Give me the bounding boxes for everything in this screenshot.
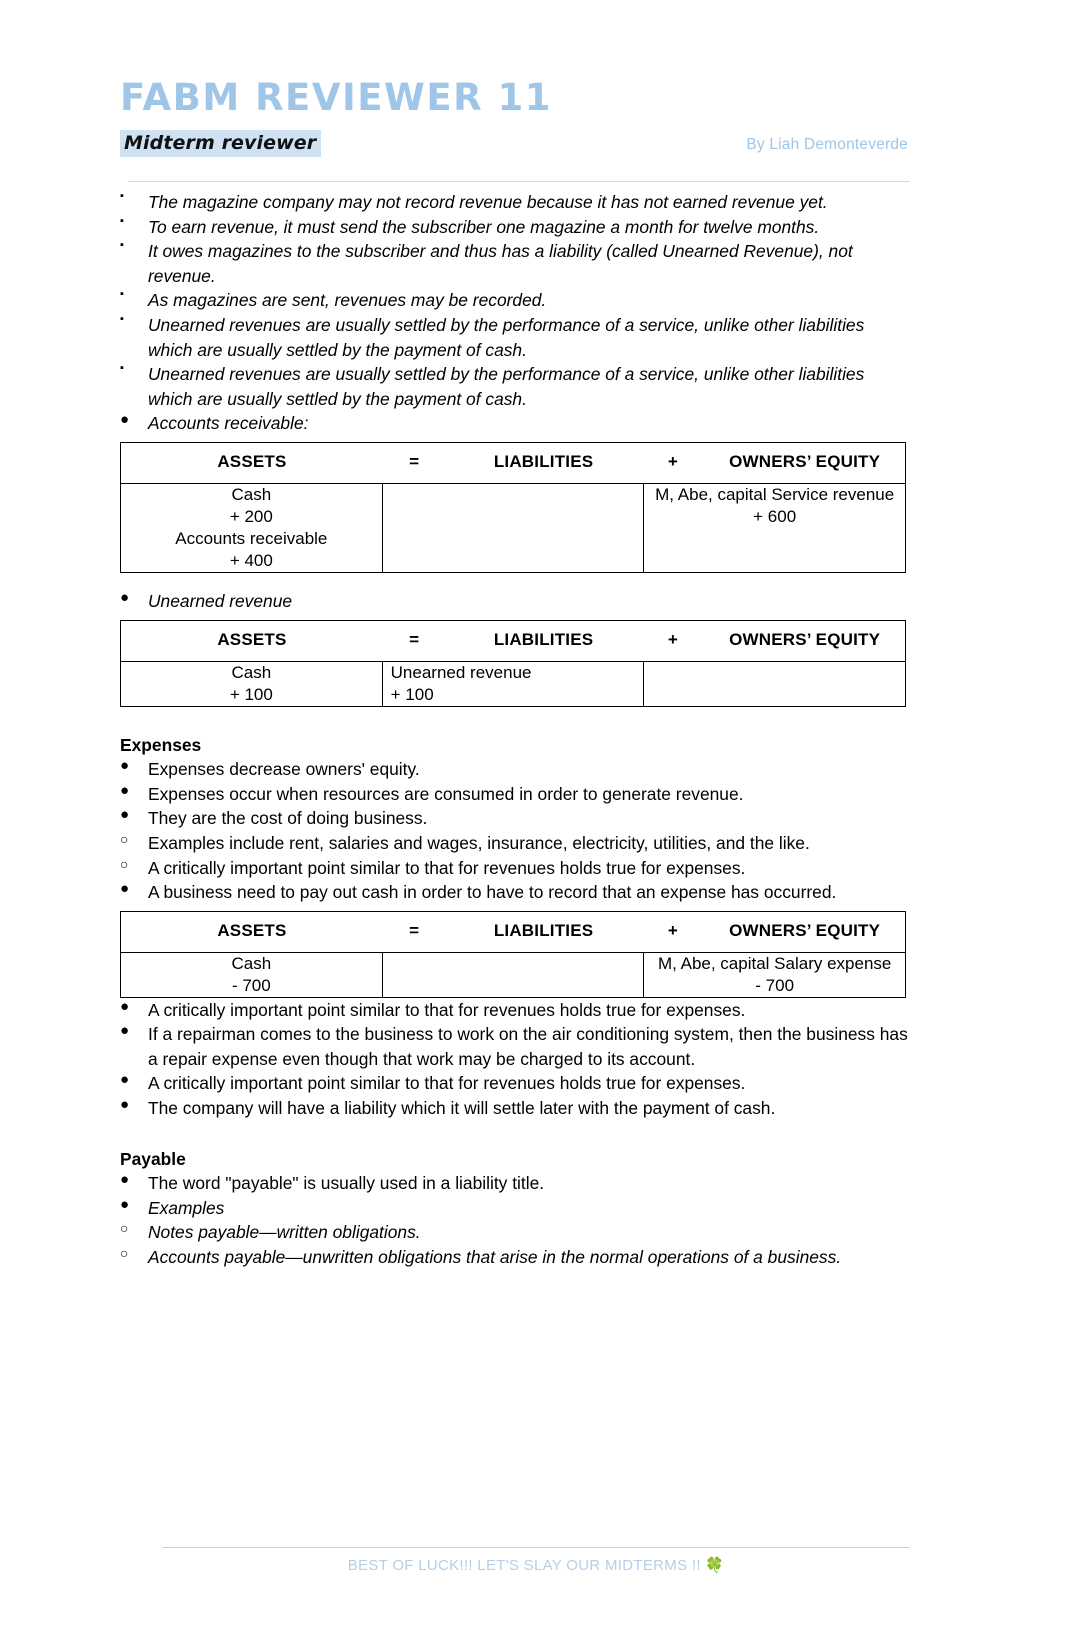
document-author: By Liah Demonteverde: [746, 135, 908, 153]
cell-liabilities: [382, 952, 644, 997]
list-item-text: Unearned revenues are usually settled by the performance of a service, unlike other liabilities which are usually settled by the payment of cash.: [148, 364, 865, 409]
list-item-text: The company will have a liability which it will settle later with the payment of cash.: [148, 1098, 776, 1119]
table-header-row: [121, 620, 906, 661]
list-item-text: Expenses decrease owners' equity.: [148, 759, 420, 780]
list-item: [120, 362, 910, 411]
list-item: [120, 288, 910, 313]
square-bullet-icon: ▪: [120, 362, 124, 375]
list-item-text: A business need to pay out cash in order to have to record that an expense has occurred.: [148, 882, 837, 903]
list-item-text: Accounts payable—unwritten obligations that arise in the normal operations of a business.: [148, 1247, 842, 1268]
square-bullet-icon: ▪: [120, 312, 124, 325]
disc-bullet-icon: ●: [120, 757, 130, 775]
cell-liabilities: [382, 483, 644, 572]
list-item: [120, 1220, 910, 1245]
list-item: [120, 589, 910, 614]
list-item: [120, 1196, 910, 1221]
column-header-liabilities: LIABILITIES: [493, 920, 594, 940]
footer: [162, 1556, 910, 1574]
footer-message: BEST OF LUCK!!! LET'S SLAY OUR MIDTERMS !!: [347, 1557, 701, 1574]
clover-icon: 🍀: [705, 1557, 725, 1574]
square-bullet-icon: ▪: [120, 190, 124, 202]
list-item-text: Examples include rent, salaries and wages, insurance, electricity, utilities, and the like.: [148, 832, 810, 853]
list-item: [120, 313, 910, 362]
spacer: [120, 707, 910, 733]
footer-divider: [162, 1547, 910, 1548]
square-bullet-icon: ▪: [120, 288, 124, 301]
list-item: [120, 880, 910, 905]
disc-bullet-icon: ●: [120, 997, 130, 1015]
payable-bullet-list: [120, 1171, 910, 1220]
circle-bullet-icon: ○: [120, 1220, 129, 1237]
expenses-bullet-list-after: [120, 880, 910, 905]
expenses-post-table-list: [120, 998, 910, 1121]
table-row: [121, 483, 906, 572]
disc-bullet-icon: ●: [120, 1171, 130, 1189]
table-row: [121, 952, 906, 997]
square-bullet-icon: ▪: [120, 214, 124, 227]
list-item-text: Examples: [148, 1197, 225, 1218]
column-header-assets: ASSETS: [217, 451, 287, 471]
table-row: [121, 661, 906, 706]
list-item-text: A critically important point similar to that for revenues holds true for expenses.: [148, 857, 746, 878]
list-item: [120, 782, 910, 807]
column-header-owners-equity: OWNERS’ EQUITY: [729, 629, 881, 649]
spacer: [120, 1121, 910, 1147]
column-header-owners-equity: OWNERS’ EQUITY: [729, 451, 881, 471]
list-item: [120, 831, 910, 856]
list-item: [120, 1171, 910, 1196]
list-item-text: They are the cost of doing business.: [148, 808, 428, 829]
subtitle-row: [120, 130, 910, 157]
operator-plus: +: [667, 920, 678, 940]
cell-assets: Cash + 100: [121, 661, 383, 706]
list-item-text: As magazines are sent, revenues may be recorded.: [148, 290, 547, 311]
list-item-text: A critically important point similar to that for revenues holds true for expenses.: [148, 999, 746, 1020]
cell-liabilities: Unearned revenue + 100: [382, 661, 644, 706]
list-item-text: To earn revenue, it must send the subscriber one magazine a month for twelve months.: [148, 216, 820, 237]
disc-bullet-icon: ●: [120, 588, 130, 606]
list-item-text: If a repairman comes to the business to work on the air conditioning system, then the business has a repair expense even though that work may be charged to its account.: [148, 1024, 908, 1069]
accounting-equation-table-accounts-receivable: [120, 442, 906, 573]
list-item-text: Notes payable—written obligations.: [148, 1222, 421, 1243]
expenses-sub-bullet-list: [120, 831, 910, 880]
disc-bullet-icon: ●: [120, 880, 130, 898]
circle-bullet-icon: ○: [120, 855, 129, 872]
operator-plus: +: [667, 451, 678, 471]
operator-equals: =: [409, 920, 420, 940]
disc-bullet-icon: ●: [120, 806, 130, 824]
operator-plus: +: [667, 629, 678, 649]
column-header-assets: ASSETS: [217, 920, 287, 940]
list-item-text: The magazine company may not record revenue because it has not earned revenue yet.: [148, 192, 828, 212]
disc-bullet-icon: ●: [120, 1071, 130, 1089]
list-item-text: Expenses occur when resources are consumed in order to generate revenue.: [148, 783, 744, 804]
disc-bullet-icon: ●: [120, 1096, 130, 1114]
cell-owners-equity: M, Abe, capital Service revenue + 600: [644, 483, 906, 572]
disc-bullet-icon: ●: [120, 781, 130, 799]
disc-bullet-icon: ●: [120, 1195, 130, 1213]
circle-bullet-icon: ○: [120, 1245, 129, 1262]
list-item: [120, 998, 910, 1023]
column-header-owners-equity: OWNERS’ EQUITY: [729, 920, 881, 940]
square-bullet-icon: ▪: [120, 239, 124, 252]
disc-bullet-icon: ●: [120, 1022, 130, 1040]
table-header-cell: [121, 442, 906, 483]
operator-equals: =: [409, 629, 420, 649]
accounting-equation-table-expenses: [120, 911, 906, 998]
cell-assets: Cash - 700: [121, 952, 383, 997]
section-heading-payable: Payable: [120, 1148, 186, 1169]
accounts-receivable-list: [120, 411, 910, 436]
document-subtitle: Midterm reviewer: [120, 130, 321, 157]
unearned-revenue-bullet-list: [120, 190, 910, 411]
list-item-text: It owes magazines to the subscriber and thus has a liability (called Unearned Revenue), not revenue.: [148, 241, 853, 286]
cell-owners-equity: [644, 661, 906, 706]
list-item: [120, 190, 910, 215]
unearned-revenue-label: Unearned revenue: [148, 590, 293, 611]
cell-assets: Cash + 200 Accounts receivable + 400: [121, 483, 383, 572]
list-item-text: Unearned revenues are usually settled by the performance of a service, unlike other liabilities which are usually settled by the payment of cash.: [148, 314, 865, 360]
list-item: [120, 239, 910, 288]
table-header-row: [121, 442, 906, 483]
list-item: [120, 1096, 910, 1121]
accounts-receivable-label: Accounts receivable:: [148, 413, 309, 434]
table-header-row: [121, 911, 906, 952]
column-header-liabilities: LIABILITIES: [493, 451, 594, 471]
table-header-cell: [121, 620, 906, 661]
page-title: FABM REVIEWER 11: [120, 76, 552, 119]
document-body: [120, 190, 910, 1270]
list-item-text: The word "payable" is usually used in a liability title.: [148, 1173, 545, 1194]
header-divider: [128, 181, 910, 182]
document-header: [120, 78, 910, 157]
list-item-text: A critically important point similar to that for revenues holds true for expenses.: [148, 1073, 746, 1094]
list-item: [120, 806, 910, 831]
list-item: [120, 1245, 910, 1270]
accounting-equation-table-unearned-revenue: [120, 620, 906, 707]
list-item: [120, 1071, 910, 1096]
list-item: [120, 1022, 910, 1071]
list-item: [120, 757, 910, 782]
expenses-bullet-list: [120, 757, 910, 831]
cell-owners-equity: M, Abe, capital Salary expense - 700: [644, 952, 906, 997]
payable-sub-bullet-list: [120, 1220, 910, 1269]
unearned-revenue-entry-list: [120, 589, 910, 614]
list-item: [120, 215, 910, 240]
list-item: [120, 411, 910, 436]
circle-bullet-icon: ○: [120, 830, 129, 847]
column-header-assets: ASSETS: [217, 629, 287, 649]
spacer: [120, 573, 910, 589]
table-header-cell: [121, 911, 906, 952]
column-header-liabilities: LIABILITIES: [493, 629, 594, 649]
list-item: [120, 856, 910, 881]
operator-equals: =: [409, 451, 420, 471]
disc-bullet-icon: ●: [120, 411, 130, 429]
section-heading-expenses: Expenses: [120, 734, 202, 755]
